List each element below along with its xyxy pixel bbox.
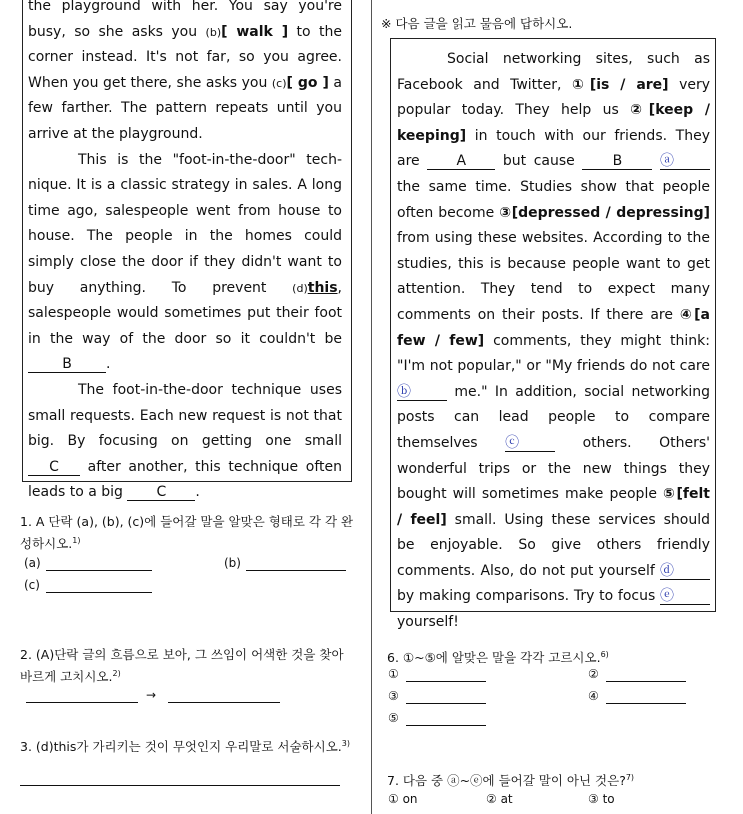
- question-text: 1. A 단락 (a), (b), (c)에 들어갈 말을 알맞은 형태로 각 각 완성하시오.: [20, 514, 354, 552]
- column-divider: [371, 0, 372, 814]
- this-word: this: [307, 279, 338, 296]
- blank-d-circled: ⓓ: [660, 564, 710, 580]
- question-3: [20, 734, 356, 756]
- right-passage: [397, 47, 710, 636]
- blank-c-circled: ⓒ: [505, 436, 555, 452]
- answer-line-correct[interactable]: [168, 702, 280, 703]
- text: The foot-in-the-door technique uses small requests. Each new request is not that big. By focusing on getting one small: [28, 381, 342, 450]
- answer-line-3[interactable]: [406, 703, 486, 704]
- label-1: ①: [388, 667, 399, 681]
- label-4: ④: [588, 689, 599, 703]
- answer-line-b[interactable]: [246, 570, 346, 571]
- question-text: 2. (A)단락 글의 흐름으로 보아, 그 쓰임이 어색한 것을 찾아 바르게 고치시오.: [20, 647, 344, 685]
- text: Social networking sites, such as Facebook and Twitter,: [397, 51, 710, 93]
- text: the same time. Studies show that people often become: [397, 178, 710, 221]
- left-paragraph-1: [28, 0, 342, 148]
- right-paragraph: [397, 47, 710, 636]
- question-7: [387, 768, 634, 790]
- blank-A: A: [427, 154, 495, 170]
- text: very popular today. They help us: [397, 76, 711, 119]
- footnote: 1): [72, 536, 81, 545]
- footnote: 2): [112, 669, 121, 678]
- mark-c: (c): [271, 76, 287, 90]
- text: small. Using these services should be enjoyable. So give others friendly comments. Also, do not put yourself: [397, 511, 711, 579]
- question-6: [387, 645, 609, 667]
- arrow-icon: →: [146, 688, 157, 702]
- option-1: ①[is / are]: [571, 76, 669, 93]
- option-3: ③[depressed / depressing]: [499, 204, 711, 221]
- label-3: ③: [388, 689, 399, 703]
- mark-b: (b): [205, 25, 222, 39]
- question-text: 3. (d)this가 가리키는 것이 무엇인지 우리말로 서술하시오.: [20, 739, 342, 755]
- left-paragraph-2: [28, 148, 342, 378]
- option-4: ④[a few / few]: [397, 306, 711, 349]
- text: a few farther. The pattern repeats until you arrive at the playground.: [28, 74, 342, 142]
- bracket-c: [ go ]: [286, 74, 329, 91]
- question-text: 6. ①~⑤에 알맞은 말을 각각 고르시오.: [387, 650, 601, 666]
- footnote: 3): [341, 739, 350, 748]
- text: me." In addition, social networking posts can lead people to compare themselves: [397, 383, 710, 451]
- blank-b: B: [28, 357, 106, 373]
- question-text: 7. 다음 중 ⓐ~ⓔ에 들어갈 말이 아닌 것은?: [387, 773, 626, 789]
- text: , salespeople would sometimes put their foot in the way of the door so it couldn't be: [28, 279, 342, 347]
- text: comments, they might think: "I'm not popular," or "My friends do not care: [397, 332, 710, 375]
- blank-B: B: [582, 154, 652, 170]
- text: from using these websites. According to the studies, this is because people want to get attention. They tend to expect many comments on their posts. If there are: [397, 230, 710, 323]
- answer-line-c[interactable]: [46, 592, 152, 593]
- answer-line-wrong[interactable]: [26, 702, 138, 703]
- mark-d: (d): [292, 281, 308, 295]
- text: by making comparisons. Try to focus: [397, 588, 660, 605]
- text: others. Others' wonderful trips or the new things they bought will sometimes make people: [397, 434, 710, 503]
- text: .: [195, 484, 200, 501]
- choice-2[interactable]: ② at: [486, 792, 513, 806]
- blank-c-1: C: [28, 460, 80, 476]
- text: yourself!: [397, 614, 459, 631]
- answer-line-2[interactable]: [606, 681, 686, 682]
- question-2: [20, 645, 356, 686]
- text: .: [106, 356, 111, 373]
- text: in touch with our friends. They are: [397, 127, 710, 170]
- section-instruction: ※ 다음 글을 읽고 물음에 답하시오.: [381, 16, 573, 31]
- blank-c-2: C: [127, 485, 195, 501]
- choice-3[interactable]: ③ to: [588, 792, 615, 806]
- label-c: (c): [24, 578, 40, 592]
- footnote: 7): [625, 773, 635, 782]
- text: This is the "foot-in-the-door" tech-nique. It is a classic strategy in sales. A long time ago, salespeople went from house to house. The people in the homes could simply close the door if they didn't want to buy anything. To prevent: [28, 151, 342, 296]
- choice-1[interactable]: ① on: [388, 792, 418, 806]
- text: the playground with her. You say you're busy, so she asks you: [28, 0, 342, 40]
- left-passage: [28, 0, 342, 506]
- bracket-b: [ walk ]: [221, 23, 289, 40]
- footnote: 6): [600, 650, 609, 659]
- answer-line-q3[interactable]: [20, 785, 340, 786]
- label-2: ②: [588, 667, 599, 681]
- label-b: (b): [224, 556, 241, 570]
- text: but cause: [495, 153, 583, 170]
- blank-a: ⓐ: [660, 154, 710, 170]
- text: to the corner instead. It's not far, so you agree. When you get there, she asks you: [28, 23, 342, 91]
- blank-e-circled: ⓔ: [660, 589, 710, 605]
- answer-line-5[interactable]: [406, 725, 486, 726]
- answer-line-a[interactable]: [46, 570, 152, 571]
- answer-line-4[interactable]: [606, 703, 686, 704]
- question-1: [20, 512, 356, 553]
- text: after another, this technique often leads to a big: [28, 458, 342, 501]
- label-a: (a): [24, 556, 41, 570]
- blank-b-circled: ⓑ: [397, 385, 447, 401]
- answer-line-1[interactable]: [406, 681, 486, 682]
- left-paragraph-3: [28, 378, 342, 506]
- option-5: ⑤[felt / feel]: [397, 486, 710, 528]
- label-5: ⑤: [388, 711, 399, 725]
- option-2: ②[keep / keeping]: [397, 102, 711, 144]
